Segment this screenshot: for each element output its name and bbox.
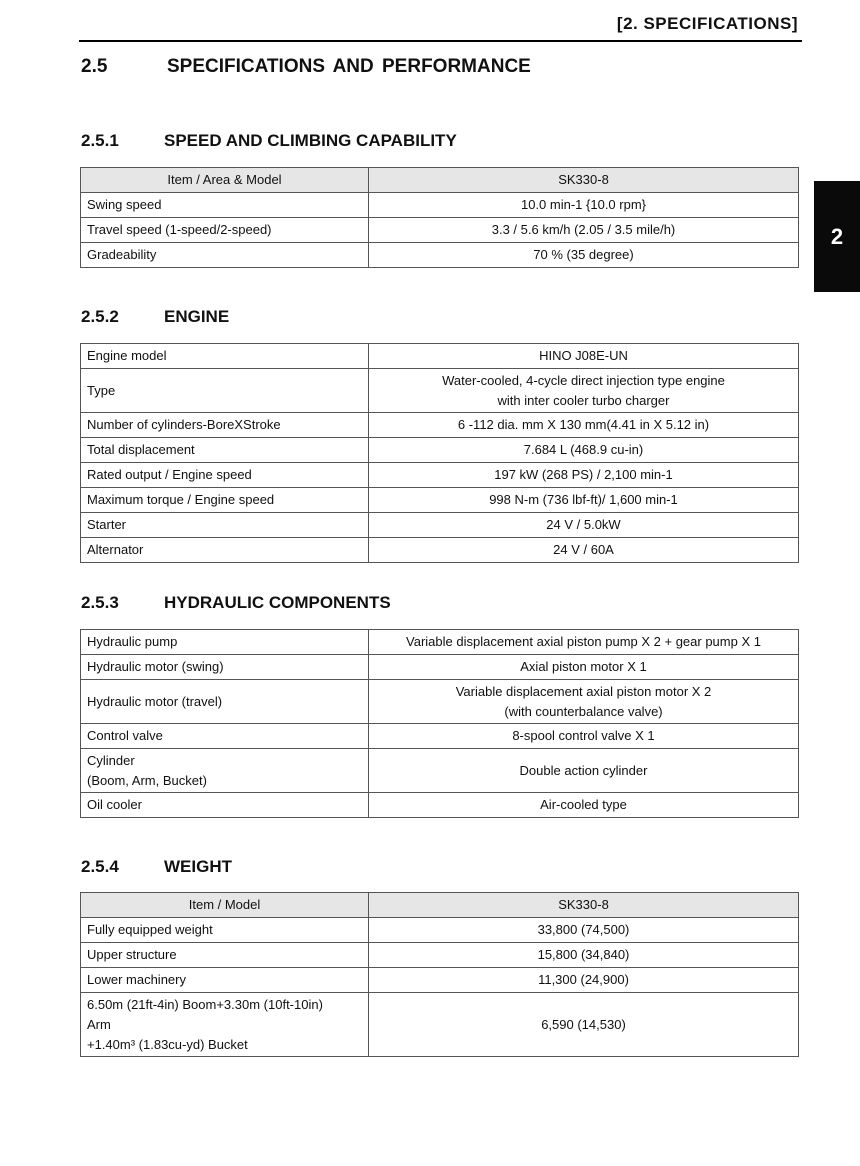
- row-value: 10.0 min-1 {10.0 rpm}: [369, 193, 799, 218]
- engine-table: [80, 343, 799, 563]
- row-label: Alternator: [81, 538, 369, 563]
- table-row: [81, 488, 799, 513]
- table-row: [81, 369, 799, 413]
- section-number: 2.5.4: [81, 857, 119, 876]
- row-label: 6.50m (21ft-4in) Boom+3.30m (10ft-10in) Arm +1.40m³ (1.83cu-yd) Bucket: [81, 993, 369, 1057]
- row-value: 11,300 (24,900): [369, 968, 799, 993]
- row-label: Lower machinery: [81, 968, 369, 993]
- header-rule: [79, 40, 802, 42]
- table-row: [81, 463, 799, 488]
- row-value: 3.3 / 5.6 km/h (2.05 / 3.5 mile/h): [369, 218, 799, 243]
- table-row: [81, 749, 799, 793]
- table-row: [81, 193, 799, 218]
- hydraulic-table: [80, 629, 799, 818]
- table-row: [81, 344, 799, 369]
- table-row: [81, 655, 799, 680]
- table-header-row: [81, 168, 799, 193]
- row-value: Variable displacement axial piston motor X 2 (with counterbalance valve): [369, 680, 799, 724]
- row-label: Type: [81, 369, 369, 413]
- table-row: [81, 968, 799, 993]
- row-label: Number of cylinders-BoreXStroke: [81, 413, 369, 438]
- row-value: 33,800 (74,500): [369, 918, 799, 943]
- section-number: 2.5.3: [81, 593, 119, 612]
- row-value: Double action cylinder: [369, 749, 799, 793]
- row-label: Upper structure: [81, 943, 369, 968]
- table-row: [81, 438, 799, 463]
- section-title: HYDRAULIC COMPONENTS: [164, 593, 391, 612]
- row-label: Control valve: [81, 724, 369, 749]
- chapter-tab: 2: [814, 181, 860, 292]
- table-row: [81, 724, 799, 749]
- page-title-number: 2.5: [81, 56, 108, 77]
- table-row: [81, 413, 799, 438]
- row-value: Variable displacement axial piston pump X 2 + gear pump X 1: [369, 630, 799, 655]
- page-title: SPECIFICATIONS AND PERFORMANCE: [167, 56, 531, 77]
- header-cell: Item / Model: [81, 893, 369, 918]
- table-row: [81, 680, 799, 724]
- table-row: [81, 538, 799, 563]
- row-label: Rated output / Engine speed: [81, 463, 369, 488]
- row-value: 24 V / 60A: [369, 538, 799, 563]
- row-value: 6 -112 dia. mm X 130 mm(4.41 in X 5.12 in): [369, 413, 799, 438]
- row-value: Air-cooled type: [369, 793, 799, 818]
- row-label: Maximum torque / Engine speed: [81, 488, 369, 513]
- section-title: WEIGHT: [164, 857, 232, 876]
- row-label: Hydraulic motor (travel): [81, 680, 369, 724]
- table-row: [81, 630, 799, 655]
- row-value: 15,800 (34,840): [369, 943, 799, 968]
- section-title: ENGINE: [164, 307, 230, 326]
- header-cell: SK330-8: [369, 893, 799, 918]
- row-label: Cylinder (Boom, Arm, Bucket): [81, 749, 369, 793]
- section-number: 2.5.2: [81, 307, 119, 326]
- row-value: Water-cooled, 4-cycle direct injection type engine with inter cooler turbo charger: [369, 369, 799, 413]
- row-label: Total displacement: [81, 438, 369, 463]
- speed-table: [80, 167, 799, 268]
- table-row: [81, 243, 799, 268]
- row-value: 24 V / 5.0kW: [369, 513, 799, 538]
- row-value: HINO J08E-UN: [369, 344, 799, 369]
- row-label: Starter: [81, 513, 369, 538]
- table-row: [81, 993, 799, 1057]
- section-title: SPEED AND CLIMBING CAPABILITY: [164, 131, 457, 150]
- header-chapter-label: [2. SPECIFICATIONS]: [616, 14, 798, 33]
- row-value: 8-spool control valve X 1: [369, 724, 799, 749]
- row-label: Hydraulic motor (swing): [81, 655, 369, 680]
- table-header-row: [81, 893, 799, 918]
- row-label: Engine model: [81, 344, 369, 369]
- table-row: [81, 943, 799, 968]
- row-value: 7.684 L (468.9 cu-in): [369, 438, 799, 463]
- row-label: Oil cooler: [81, 793, 369, 818]
- row-value: 6,590 (14,530): [369, 993, 799, 1057]
- table-row: [81, 513, 799, 538]
- header-cell: SK330-8: [369, 168, 799, 193]
- section-number: 2.5.1: [81, 131, 119, 150]
- row-value: 998 N-m (736 lbf-ft)/ 1,600 min-1: [369, 488, 799, 513]
- row-label: Fully equipped weight: [81, 918, 369, 943]
- weight-table: [80, 892, 799, 1057]
- table-row: [81, 218, 799, 243]
- row-value: 197 kW (268 PS) / 2,100 min-1: [369, 463, 799, 488]
- row-label: Gradeability: [81, 243, 369, 268]
- row-label: Hydraulic pump: [81, 630, 369, 655]
- table-row: [81, 793, 799, 818]
- row-label: Travel speed (1-speed/2-speed): [81, 218, 369, 243]
- row-value: Axial piston motor X 1: [369, 655, 799, 680]
- row-label: Swing speed: [81, 193, 369, 218]
- row-value: 70 % (35 degree): [369, 243, 799, 268]
- table-row: [81, 918, 799, 943]
- header-cell: Item / Area & Model: [81, 168, 369, 193]
